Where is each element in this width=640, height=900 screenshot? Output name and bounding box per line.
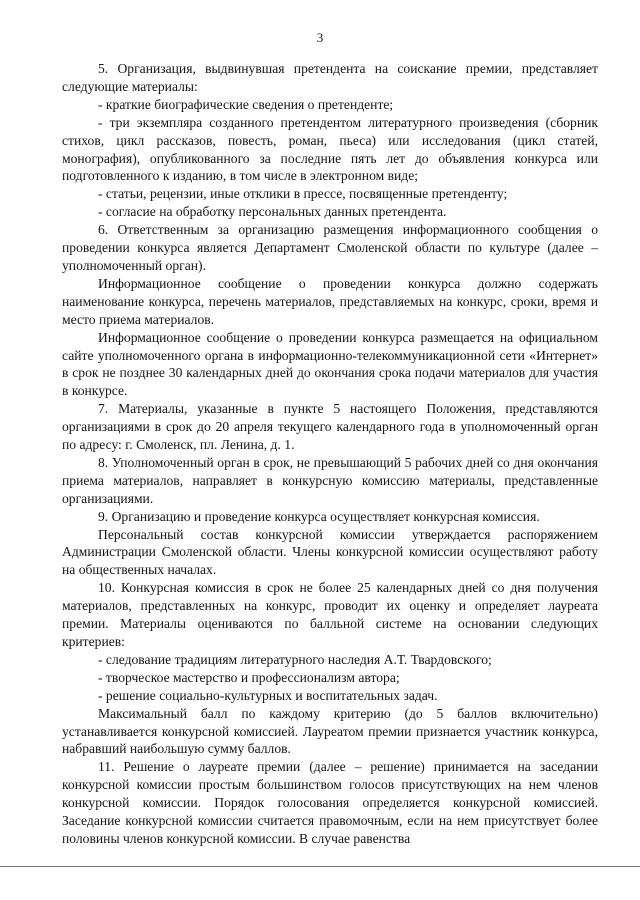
paragraph-item-5: 5. Организация, выдвинувшая претендента на соискание премии, представляет следующие материалы:	[62, 61, 598, 94]
paragraph-announcement-publication: Информационное сообщение о проведении конкурса размещается на официальном сайте уполномоченного органа в информационно-телекоммуникационной сети «Интернет» в срок не позднее 30 календарных дней до окончания срока подачи материалов для участия в конкурсе.	[62, 329, 598, 399]
list-item-press: - статьи, рецензии, иные отклики в прессе, посвященные претенденту;	[98, 186, 508, 202]
list-item-copies: - три экземпляра созданного претендентом литературного произведения (сборник стихов, цикл рассказов, повесть, роман, пьеса) или исследования (цикл статей, монография), опубликованного за последние пять лет до объявления конкурса или подготовленного к изданию, в том числе в электронном виде;	[62, 114, 598, 184]
list-item-criterion-tradition: - следование традициям литературного наследия А.Т. Твардовского;	[98, 651, 492, 667]
page-number: 3	[316, 30, 324, 45]
document-body	[62, 60, 598, 848]
paragraph-announcement-content: Информационное сообщение о проведении конкурса должно содержать наименование конкурса, перечень материалов, представляемых на конкурс, сроки, время и место приема материалов.	[62, 275, 598, 327]
paragraph-item-10: 10. Конкурсная комиссия в срок не более 25 календарных дней со дня получения материалов, представленных на конкурс, проводит их оценку и определяет лауреата премии. Материалы оцениваются по балльной системе на основании следующих критериев:	[62, 580, 598, 649]
paragraph-item-8: 8. Уполномоченный орган в срок, не превышающий 5 рабочих дней со дня окончания приема материалов, направляет в конкурсную комиссию материалы, представленные организациями.	[62, 454, 598, 506]
list-item-consent: - согласие на обработку персональных данных претендента.	[98, 204, 447, 220]
footer-divider	[0, 866, 640, 867]
paragraph-item-11: 11. Решение о лауреате премии (далее – решение) принимается на заседании конкурсной комиссии простым большинством голосов присутствующих на нем членов конкурсной комиссии. Порядок голосования определяется конкурсной комиссией. Заседание конкурсной комиссии считается правомочным, если на нем присутствует более половины членов конкурсной комиссии. В случае равенства	[62, 759, 598, 846]
list-item-criterion-mastery: - творческое мастерство и профессионализм автора;	[98, 669, 400, 685]
paragraph-max-score: Максимальный балл по каждому критерию (до 5 баллов включительно) устанавливается конкурсной комиссией. Лауреатом премии признается участник конкурса, набравший наибольшую сумму баллов.	[62, 705, 598, 757]
list-item-criterion-social: - решение социально-культурных и воспитательных задач.	[98, 687, 438, 703]
paragraph-commission-composition: Персональный состав конкурсной комиссии утверждается распоряжением Администрации Смоленской области. Члены конкурсной комиссии осуществляют работу на общественных началах.	[62, 526, 598, 578]
paragraph-item-9: 9. Организацию и проведение конкурса осуществляет конкурсная комиссия.	[98, 508, 540, 524]
list-item-bio: - краткие биографические сведения о претенденте;	[98, 96, 394, 112]
paragraph-item-6: 6. Ответственным за организацию размещения информационного сообщения о проведении конкурса является Департамент Смоленской области по культуре (далее – уполномоченный орган).	[62, 222, 598, 273]
paragraph-item-7: 7. Материалы, указанные в пункте 5 настоящего Положения, представляются организациями в срок до 20 апреля текущего календарного года в уполномоченный орган по адресу: г. Смоленск, пл. Ленина, д. 1.	[62, 401, 598, 453]
